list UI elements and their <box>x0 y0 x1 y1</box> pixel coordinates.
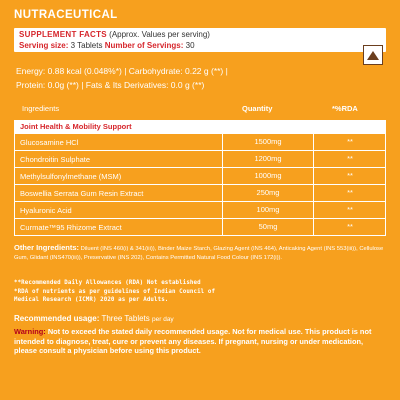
table-row <box>15 201 385 218</box>
rda-notes <box>14 279 386 305</box>
ingredient-rda: ** <box>347 188 353 197</box>
warning-text <box>14 327 386 356</box>
table-group-title: Joint Health & Mobility Support <box>15 121 385 133</box>
servings-value: 30 <box>185 41 195 50</box>
ingredient-name: Chondroitin Sulphate <box>20 155 91 164</box>
table-row <box>15 133 385 150</box>
ingredient-rda: ** <box>347 137 353 146</box>
supplement-facts-header <box>14 28 386 52</box>
servings-label: Number of Servings: <box>104 41 184 50</box>
ingredient-rda: ** <box>347 222 353 231</box>
recommended-usage <box>14 314 174 323</box>
table-row <box>15 150 385 167</box>
header-rda: *%RDA <box>332 104 358 113</box>
brown-triangle-non-veg-mark-icon <box>363 45 383 65</box>
serving-info-line <box>19 41 195 50</box>
serving-size-label: Serving size: <box>19 41 69 50</box>
ingredient-quantity: 1200mg <box>222 151 314 167</box>
protein-line: Protein: 0.0g (**) | Fats & Its Derivatives: 0.0 g (**) <box>16 80 205 90</box>
warning-body: Not to exceed the stated daily recommended usage. Not for medical use. This product is not intended to diagnose, treat, cure or prevent any diseases. If pregnant, nursing or under medication, please consult a physician before using this product. <box>14 327 372 356</box>
other-ingredients-label: Other Ingredients: <box>14 243 80 252</box>
header-quantity: Quantity <box>242 104 273 113</box>
facts-note: (Approx. Values per serving) <box>109 30 210 39</box>
warning-label: Warning: <box>14 327 46 336</box>
energy-line: Energy: 0.88 kcal (0.048%*) | Carbohydrate: 0.22 g (**) | <box>16 66 228 76</box>
table-row <box>15 167 385 184</box>
usage-suffix: per day <box>152 316 174 323</box>
ingredient-name: Hyaluronic Acid <box>20 206 72 215</box>
serving-size-value: 3 Tablets <box>70 41 103 50</box>
facts-title-line <box>19 30 210 39</box>
rda-note-line: *RDA of nutrients as per guidelines of Indian Council of <box>14 288 216 295</box>
ingredient-rda: ** <box>347 154 353 163</box>
ingredient-name: Glucosamine HCl <box>20 138 79 147</box>
ingredient-quantity: 100mg <box>222 202 314 218</box>
ingredient-quantity: 250mg <box>222 185 314 201</box>
other-ingredients-text: Diluent (INS 460(i) & 341(iii)), Binder Maize Starch, Glazing Agent (INS 464), Anticaking Agent (INS 553(iii)), Cellulose Gum, Glidant (INS470(iii)), Preservative (INS 202), Contains Permitted Natural Food Colour (INS 172(i)). <box>14 246 384 261</box>
rda-note-line: Medical Research (ICMR) 2020 as per Adults. <box>14 297 169 304</box>
table-header <box>14 104 386 116</box>
ingredient-name: Methylsulfonylmethane (MSM) <box>20 172 122 181</box>
ingredient-name: Boswellia Serrata Gum Resin Extract <box>20 189 144 198</box>
usage-label: Recommended usage: <box>14 314 100 323</box>
rda-note-line: **Recommended Daily Allowances (RDA) Not established <box>14 280 201 286</box>
ingredient-name: Curmate™95 Rhizome Extract <box>20 223 122 232</box>
ingredient-rda: ** <box>347 205 353 214</box>
brand-title: NUTRACEUTICAL <box>14 9 118 21</box>
other-ingredients <box>14 244 386 262</box>
ingredient-quantity: 1000mg <box>222 168 314 184</box>
facts-title: SUPPLEMENT FACTS <box>19 30 107 39</box>
table-row <box>15 218 385 235</box>
header-ingredients: Ingredients <box>22 104 60 113</box>
ingredients-table <box>14 120 386 236</box>
usage-value: Three Tablets <box>101 314 150 323</box>
ingredient-quantity: 50mg <box>222 219 314 235</box>
ingredient-rda: ** <box>347 171 353 180</box>
ingredient-quantity: 1500mg <box>222 134 314 150</box>
table-row <box>15 184 385 201</box>
